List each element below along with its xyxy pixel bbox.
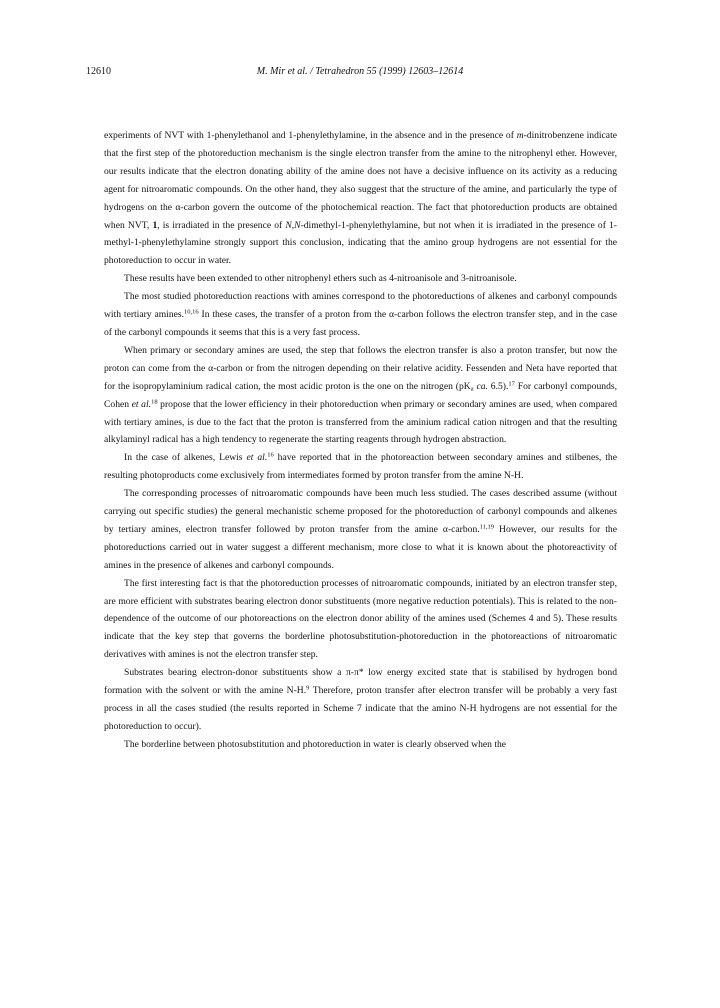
citation-ref: 9 [306, 684, 310, 692]
paragraph-5 [104, 449, 617, 485]
page-number: 12610 [86, 66, 111, 77]
paragraph-1 [104, 127, 617, 270]
text-run: The most studied photoreduction reactions with amines correspond to the photoreductions of alkenes and carbonyl compounds with tertiary amines. [104, 291, 617, 321]
running-title: M. Mir et al. / Tetrahedron 55 (1999) 12603–12614 [256, 66, 464, 77]
text-run: In the case of alkenes, Lewis [124, 452, 247, 464]
text-run: have reported that in the photoreaction between secondary amines and stilbenes, the resulting photoproducts come exclusively from intermediates formed by proton transfer from the amine N-H. [104, 452, 617, 482]
citation-ref: 16 [267, 451, 274, 459]
citation-ref: 11,19 [479, 523, 495, 531]
paragraph-9: The borderline between photosubstitution and photoreduction in water is clearly observed when the [124, 738, 507, 750]
text-run: experiments of NVT with 1-phenylethanol and 1-phenylethylamine, in the absence and in the presence of [104, 130, 517, 141]
text-run: The corresponding processes of nitroaromatic compounds have been much less studied. The cases described assume (without carrying out specific studies) the general mechanistic scheme proposed for the photoreduction of carbonyl compounds and alkenes by tertiary amines, electron transfer followed by proton transfer from the amine α-carbon. [104, 488, 617, 535]
citation-ref: 10,16 [184, 308, 199, 316]
text-run: Substrates bearing electron-donor substituents show a π-π* low energy excited state that is stabilised by hydrogen bond formation with the solvent or with the amine N-H. [104, 667, 617, 697]
paragraph-8 [104, 664, 617, 736]
citation-ref: 17 [508, 380, 515, 388]
paragraph-6 [104, 485, 617, 575]
italic-run: N,N [285, 219, 301, 231]
paragraph-3 [104, 288, 617, 342]
italic-run: et al. [246, 452, 268, 464]
text-run: When primary or secondary amines are used, the step that follows the electron transfer is also a proton transfer, but now the proton can come from the α-carbon or from the nitrogen depending on their relative acidity. Fessenden and Neta have reported that for the isopropylaminium radical cation, the most acidic proton is the one on the nitrogen (pK [104, 344, 617, 392]
article-body [104, 127, 617, 754]
paragraph-2: These results have been extended to other nitrophenyl ethers such as 4-nitroanisole and 3-nitroanisole. [124, 273, 517, 285]
subscript: a [470, 385, 474, 393]
text-run: propose that the lower efficiency in their photoreduction when primary or secondary amines are used, when compared with tertiary amines, is due to the fact that the proton is transferred from the aminium radical cation nitrogen and that the resulting alkylaminyl radical has a high tendency to regenerate the starting reagents through hydrogen abstraction. [104, 398, 617, 446]
italic-run: et al. [131, 398, 152, 410]
text-run: However, our results for the photoreductions carried out in water suggest a different mechanism, more close to what it is known about the photoreactivity of amines in the presence of alkenes and carbonyl compounds. [104, 523, 617, 571]
text-run: 6.5). [487, 380, 509, 392]
compound-number: 1 [152, 219, 158, 231]
text-run: In these cases, the transfer of a proton from the α-carbon follows the electron transfer step, and in the case of the carbonyl compounds it seems that this is a very fast process. [104, 309, 617, 338]
text-run: -dinitrobenzene indicate that the first step of the photoreduction mechanism is the single electron transfer from the amine to the nitrophenyl ether. However, our results indicate that the electron donating ability of the amine does not have a decisive influence on its activity as a reducing agent for nitroaromatic compounds. On the other hand, they also suggest that the structure of the amine, and particularly the type of hydrogens on the α-carbon govern the outcome of the photochemical reaction. The fact that photoreduction products are obtained when NVT, [104, 130, 617, 231]
text-run: For carbonyl compounds, Cohen [104, 380, 617, 410]
paragraph-4 [104, 342, 617, 449]
citation-ref: 18 [151, 398, 158, 406]
text-run: Therefore, proton transfer after electron transfer will be probably a very fast process in all the cases studied (the results reported in Scheme 7 indicate that the amino N-H hydrogens are not essential for the photoreduction to occur). [104, 685, 617, 732]
text-run: , is irradiated in the presence of [157, 219, 286, 231]
paragraph-7: The first interesting fact is that the photoreduction processes of nitroaromatic compounds, initiated by an electron transfer step, are more efficient with substrates bearing electron donor substituents (more negative reduction potentials). This is related to the non-dependence of the outcome of our photoreactions on the electron donor ability of the amines used (Schemes 4 and 5). These results indicate that the key step that governs the borderline photosubstitution-photoreduction in the photoreactions of nitroaromatic derivatives with amines is not the electron transfer step. [104, 577, 617, 661]
italic-run: m [516, 130, 524, 141]
page-header [86, 66, 634, 82]
text-run: -dimethyl-1-phenylethylamine, but not when it is irradiated in the presence of 1-methyl-1-phenylethylamine strongly support this conclusion, indicating that the amino group hydrogens are not essential for the photoreduction to occur in water. [104, 219, 618, 267]
italic-run: ca. [476, 380, 488, 392]
